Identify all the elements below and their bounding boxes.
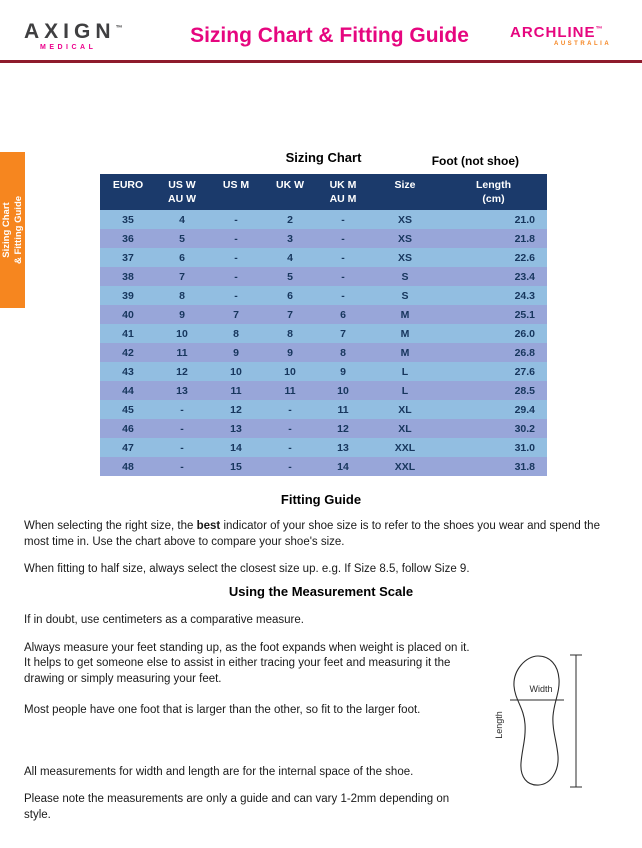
table-row (100, 286, 547, 305)
fitting-guide-section (0, 492, 642, 578)
table-cell: 28.5 (514, 384, 535, 397)
table-row (100, 381, 547, 400)
measurement-scale-heading: Using the Measurement Scale (228, 584, 414, 599)
archline-logo-subtitle: AUSTRALIA (554, 41, 612, 47)
table-cell: 5 (287, 270, 293, 283)
fitting-guide-heading: Fitting Guide (280, 492, 362, 507)
table-row (100, 305, 547, 324)
table-cell: 35 (122, 213, 134, 226)
table-row (100, 210, 547, 229)
table-row (100, 438, 547, 457)
table-cell: XXL (394, 441, 416, 454)
table-cell: - (234, 289, 238, 302)
table-cell: XS (397, 251, 412, 264)
table-cell: - (234, 251, 238, 264)
column-header: Length (cm) (440, 174, 547, 210)
sizing-table (100, 174, 547, 476)
table-cell: 22.6 (514, 251, 535, 264)
page-title: Sizing Chart & Fitting Guide (190, 24, 469, 47)
table-cell: - (288, 460, 292, 473)
table-cell: 23.4 (514, 270, 535, 283)
table-cell: 47 (122, 441, 134, 454)
table-cell: 10 (337, 384, 349, 397)
archline-logo (510, 25, 622, 47)
table-cell: 10 (284, 365, 296, 378)
table-cell: 30.2 (514, 422, 535, 435)
fitting-paragraph-2: When fitting to half size, always select the closest size up. e.g. If Size 8.5, follow Size 9. (24, 563, 470, 576)
table-cell: 7 (340, 327, 346, 340)
trademark-symbol: ™ (595, 26, 603, 33)
column-header: Size (370, 174, 440, 210)
table-cell: 11 (284, 384, 296, 397)
table-cell: 39 (122, 289, 134, 302)
table-cell: M (400, 308, 410, 321)
archline-logo-text: ARCHLINE (510, 24, 596, 41)
header (0, 0, 642, 60)
table-cell: - (341, 213, 345, 226)
table-cell: 31.0 (514, 441, 535, 454)
column-header: US M (208, 174, 264, 210)
table-cell: XL (398, 403, 412, 416)
table-cell: 46 (122, 422, 134, 435)
table-cell: 8 (179, 289, 185, 302)
table-cell: 12 (176, 365, 188, 378)
table-cell: 11 (230, 384, 242, 397)
table-cell: L (401, 365, 409, 378)
table-cell: 14 (230, 441, 242, 454)
table-cell: 27.6 (514, 365, 535, 378)
table-cell: 7 (179, 270, 185, 283)
measurement-paragraph-4: All measurements for width and length are for the internal space of the shoe. (24, 765, 414, 778)
table-header-row (100, 174, 547, 210)
table-cell: 4 (287, 251, 293, 264)
table-row (100, 400, 547, 419)
table-cell: 13 (337, 441, 349, 454)
table-cell: - (341, 232, 345, 245)
table-cell: 41 (122, 327, 134, 340)
foot-outline-drawing (494, 650, 590, 792)
measurement-paragraph-3: Most people have one foot that is larger than the other, so fit to the larger foot. (24, 704, 421, 717)
table-cell: 8 (287, 327, 293, 340)
table-cell: 37 (122, 251, 134, 264)
table-cell: 6 (340, 308, 346, 321)
table-cell: - (180, 441, 184, 454)
table-cell: 9 (233, 346, 239, 359)
table-cell: 8 (340, 346, 346, 359)
header-divider (0, 60, 642, 63)
table-cell: 4 (179, 213, 185, 226)
table-cell: 38 (122, 270, 134, 283)
table-cell: 21.0 (514, 213, 535, 226)
table-cell: 9 (287, 346, 293, 359)
table-cell: XS (397, 232, 412, 245)
table-cell: 11 (337, 403, 349, 416)
table-cell: 42 (122, 346, 134, 359)
table-cell: 29.4 (514, 403, 535, 416)
table-cell: 31.8 (514, 460, 535, 473)
column-header: UK W (264, 174, 316, 210)
archline-logo-wordmark (510, 25, 622, 40)
column-header: US W AU W (156, 174, 208, 210)
table-cell: M (400, 346, 410, 359)
table-cell: - (180, 460, 184, 473)
table-cell: 7 (233, 308, 239, 321)
sizing-chart-section (100, 150, 547, 476)
axign-logo-subtitle: MEDICAL (40, 44, 97, 51)
column-header: UK M AU M (316, 174, 370, 210)
table-row (100, 343, 547, 362)
axign-logo-text: AXIGN (24, 20, 116, 43)
table-cell: 13 (176, 384, 188, 397)
table-cell: 36 (122, 232, 134, 245)
text-segment: When selecting the right size, the (24, 520, 197, 532)
table-cell: 8 (233, 327, 239, 340)
measurement-paragraph-5: Please note the measurements are only a guide and can vary 1-2mm depending on style. (24, 793, 450, 821)
width-label: Width (529, 684, 553, 694)
fitting-paragraph-1 (24, 519, 618, 550)
table-cell: 6 (179, 251, 185, 264)
axign-medical-logo (24, 21, 149, 51)
table-cell: 6 (287, 289, 293, 302)
table-captions (100, 150, 547, 170)
table-cell: - (288, 422, 292, 435)
table-cell: 11 (176, 346, 188, 359)
table-cell: 12 (337, 422, 349, 435)
measurement-paragraph-2: Always measure your feet standing up, as the foot expands when weight is placed on it. It helps to get someone else to assist in either tracing your feet and measuring it the drawing or simply measuring your feet. (24, 641, 470, 685)
table-cell: 26.8 (514, 346, 535, 359)
column-header: EURO (100, 174, 156, 210)
table-cell: L (401, 384, 409, 397)
table-row (100, 248, 547, 267)
table-cell: - (341, 251, 345, 264)
table-cell: S (401, 289, 409, 302)
measurement-paragraph-1: If in doubt, use centimeters as a comparative measure. (24, 614, 304, 626)
foot-outline-path (514, 656, 559, 785)
foot-measurement-diagram (494, 650, 590, 792)
table-cell: 2 (287, 213, 293, 226)
length-label: Length (494, 711, 504, 739)
table-cell: 43 (122, 365, 134, 378)
table-cell: XXL (394, 460, 416, 473)
table-cell: - (180, 403, 184, 416)
table-cell: - (234, 232, 238, 245)
table-cell: XS (397, 213, 412, 226)
trademark-symbol: ™ (115, 25, 123, 32)
table-cell: - (341, 289, 345, 302)
table-cell: 44 (122, 384, 134, 397)
side-tab (0, 152, 25, 308)
table-cell: XL (398, 422, 412, 435)
table-cell: 25.1 (514, 308, 535, 321)
table-cell: 13 (230, 422, 242, 435)
table-body (100, 210, 547, 476)
table-head (100, 174, 547, 210)
sizing-chart-title: Sizing Chart (285, 150, 362, 165)
table-cell: 15 (230, 460, 242, 473)
table-cell: 40 (122, 308, 134, 321)
table-cell: - (234, 213, 238, 226)
table-cell: 5 (179, 232, 185, 245)
table-cell: - (180, 422, 184, 435)
table-cell: 26.0 (514, 327, 535, 340)
table-cell: 10 (176, 327, 188, 340)
table-cell: 3 (287, 232, 293, 245)
table-cell: M (400, 327, 410, 340)
side-tab-label-line2: & Fitting Guide (12, 195, 24, 265)
table-cell: - (288, 441, 292, 454)
table-cell: 45 (122, 403, 134, 416)
table-row (100, 324, 547, 343)
table-cell: 7 (287, 308, 293, 321)
table-row (100, 229, 547, 248)
table-cell: 10 (230, 365, 242, 378)
table-cell: - (341, 270, 345, 283)
table-cell: - (288, 403, 292, 416)
side-tab-label-line1: Sizing Chart (0, 202, 12, 258)
table-cell: 12 (230, 403, 242, 416)
table-cell: 21.8 (514, 232, 535, 245)
table-row (100, 419, 547, 438)
side-tab-label (0, 152, 25, 308)
table-cell: 9 (340, 365, 346, 378)
table-cell: 48 (122, 460, 134, 473)
axign-logo-wordmark (24, 21, 149, 42)
table-cell: - (234, 270, 238, 283)
text-segment: indicator of your shoe size is to refer to the shoes you wear and spend the most time in. Use the chart above to compare your shoe's size. (24, 520, 600, 548)
table-cell: 14 (337, 460, 349, 473)
foot-not-shoe-label: Foot (not shoe) (431, 154, 519, 168)
table-cell: 24.3 (514, 289, 535, 302)
table-cell: S (401, 270, 409, 283)
table-cell: 9 (179, 308, 185, 321)
text-segment-bold: best (196, 520, 221, 532)
table-row (100, 267, 547, 286)
table-row (100, 362, 547, 381)
table-row (100, 457, 547, 476)
